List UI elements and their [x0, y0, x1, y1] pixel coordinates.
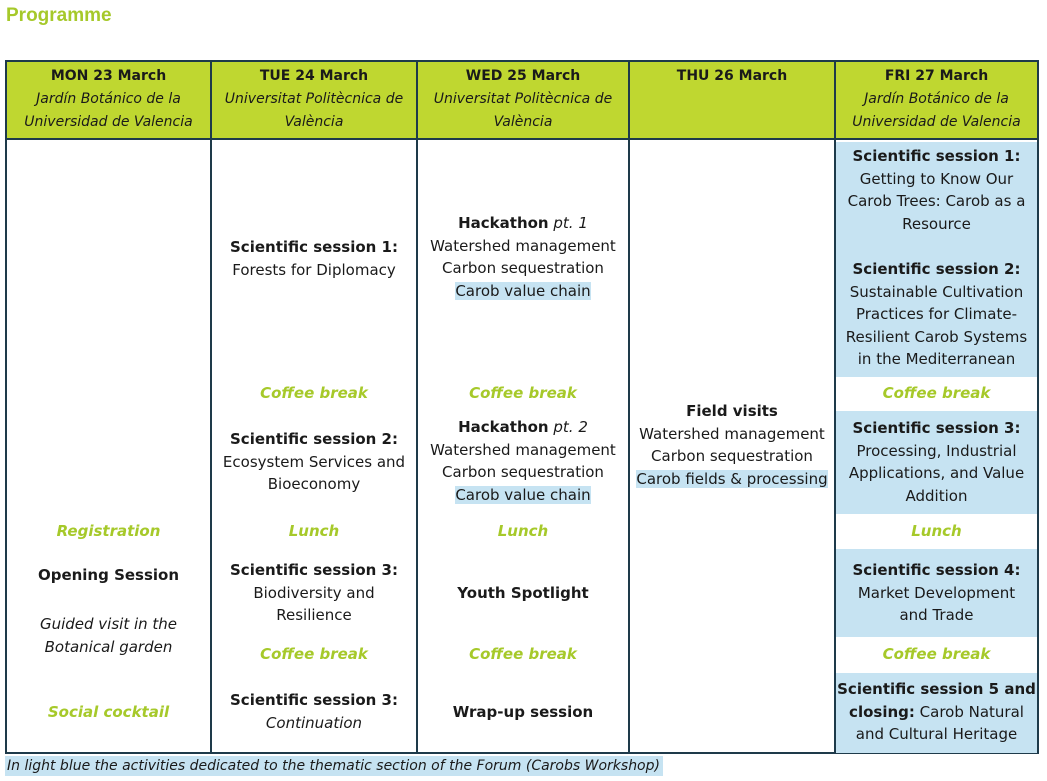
session-subtitle: and Trade — [899, 606, 974, 625]
wrap-up-session: Wrap-up session — [452, 703, 594, 721]
coffee-break: Coffee break — [882, 384, 991, 402]
field-visit-topic: Carob fields & processing — [636, 469, 828, 488]
day-venue: Universidad de Valencia — [24, 114, 193, 130]
session-title: Scientific session 2: — [230, 430, 398, 448]
day-date: MON 23 March — [50, 68, 167, 84]
tue-session-1 — [212, 236, 416, 281]
session-subtitle: Biodiversity and — [253, 583, 375, 602]
hackathon-topic: Carob value chain — [455, 485, 591, 504]
coffee-break: Coffee break — [469, 645, 577, 663]
coffee-break: Coffee break — [469, 384, 577, 402]
day-venue: Universidad de Valencia — [852, 114, 1021, 130]
field-visit-topic: Watershed management — [639, 424, 825, 443]
session-title: Scientific session 1: — [852, 147, 1021, 165]
day-header-tue — [212, 62, 416, 140]
hackathon-title: Hackathon — [458, 214, 549, 232]
tue-session-3-cont — [212, 689, 416, 734]
hackathon-title: Hackathon — [458, 418, 549, 436]
fri-session-1 — [836, 145, 1037, 235]
day-venue: Jardín Botánico de la — [36, 91, 181, 107]
session-title: Scientific session 5 and — [837, 680, 1036, 698]
fri-session-5 — [836, 678, 1037, 746]
hackathon-topic: Carob value chain — [455, 281, 591, 300]
session-title: Scientific session 4: — [852, 561, 1021, 579]
tue-session-3 — [212, 559, 416, 627]
session-subtitle: Carob Trees: Carob as a — [847, 192, 1026, 211]
session-subtitle: Resilient Carob Systems — [845, 327, 1028, 346]
day-venue: Universitat Politècnica de — [433, 91, 613, 107]
session-title: Scientific session 2: — [852, 260, 1021, 278]
hackathon-topic: Carbon sequestration — [442, 259, 604, 278]
fri-session-3 — [836, 417, 1037, 507]
field-visits-title: Field visits — [686, 402, 778, 420]
guided-visit-line: Botanical garden — [44, 637, 173, 656]
session-subtitle: Resource — [902, 214, 971, 233]
field-visits — [630, 400, 834, 490]
tue-session-2 — [212, 428, 416, 496]
day-header-thu — [630, 62, 834, 140]
session-subtitle: Market Development — [857, 583, 1016, 602]
opening-session: Opening Session — [37, 566, 180, 584]
hackathon-topic: Carbon sequestration — [442, 463, 604, 482]
session-title: Scientific session 3: — [852, 419, 1021, 437]
hackathon-part-1 — [418, 212, 628, 302]
guided-visit — [7, 613, 210, 658]
fri-session-2 — [836, 258, 1037, 371]
session-subtitle: Resilience — [276, 606, 352, 625]
day-date: FRI 27 March — [884, 68, 989, 84]
lunch: Lunch — [911, 522, 962, 540]
session-subtitle: Getting to Know Our — [859, 169, 1014, 188]
social-cocktail: Social cocktail — [47, 703, 170, 721]
fri-session-4 — [836, 559, 1037, 627]
session-subtitle: Processing, Industrial — [856, 441, 1017, 460]
coffee-break: Coffee break — [882, 645, 991, 663]
session-title: Scientific session 3: — [230, 691, 398, 709]
day-header-mon — [7, 62, 210, 140]
page-title: Programme — [6, 5, 112, 26]
hackathon-topic: Watershed management — [430, 440, 616, 459]
day-venue: Universitat Politècnica de — [224, 91, 404, 107]
hackathon-part: pt. 1 — [553, 214, 588, 232]
session-subtitle: and Cultural Heritage — [855, 725, 1018, 744]
youth-spotlight: Youth Spotlight — [457, 584, 589, 602]
footnote: In light blue the activities dedicated to the thematic section of the Forum (Carobs Workshop) — [5, 756, 663, 776]
day-date: WED 25 March — [465, 68, 581, 84]
session-title: Scientific session 1: — [230, 238, 398, 256]
session-subtitle: Continuation — [265, 713, 363, 732]
field-visit-topic: Carbon sequestration — [651, 447, 813, 466]
day-header-fri — [836, 62, 1037, 140]
session-subtitle: Bioeconomy — [267, 475, 361, 494]
day-venue: València — [284, 114, 344, 130]
session-subtitle: Applications, and Value — [848, 464, 1025, 483]
session-subtitle: in the Mediterranean — [857, 350, 1016, 369]
day-header-wed — [418, 62, 628, 140]
session-subtitle: Sustainable Cultivation — [849, 282, 1024, 301]
session-title: Scientific session 3: — [230, 561, 398, 579]
coffee-break: Coffee break — [260, 645, 368, 663]
session-title: closing: — [849, 702, 915, 721]
session-subtitle: Addition — [905, 486, 968, 505]
hackathon-topic: Watershed management — [430, 236, 616, 255]
day-venue: Jardín Botánico de la — [864, 91, 1009, 107]
lunch: Lunch — [497, 522, 549, 540]
session-subtitle: Carob Natural — [919, 702, 1024, 721]
lunch: Lunch — [288, 522, 340, 540]
session-subtitle: Forests for Diplomacy — [232, 260, 396, 279]
hackathon-part: pt. 2 — [553, 418, 588, 436]
day-date: THU 26 March — [676, 68, 788, 84]
registration: Registration — [56, 522, 161, 540]
day-date: TUE 24 March — [259, 68, 369, 84]
coffee-break: Coffee break — [260, 384, 368, 402]
session-subtitle: Ecosystem Services and — [222, 452, 406, 471]
guided-visit-line: Guided visit in the — [39, 615, 178, 633]
hackathon-part-2 — [418, 416, 628, 506]
session-subtitle: Practices for Climate- — [855, 305, 1018, 324]
day-venue: València — [493, 114, 553, 130]
